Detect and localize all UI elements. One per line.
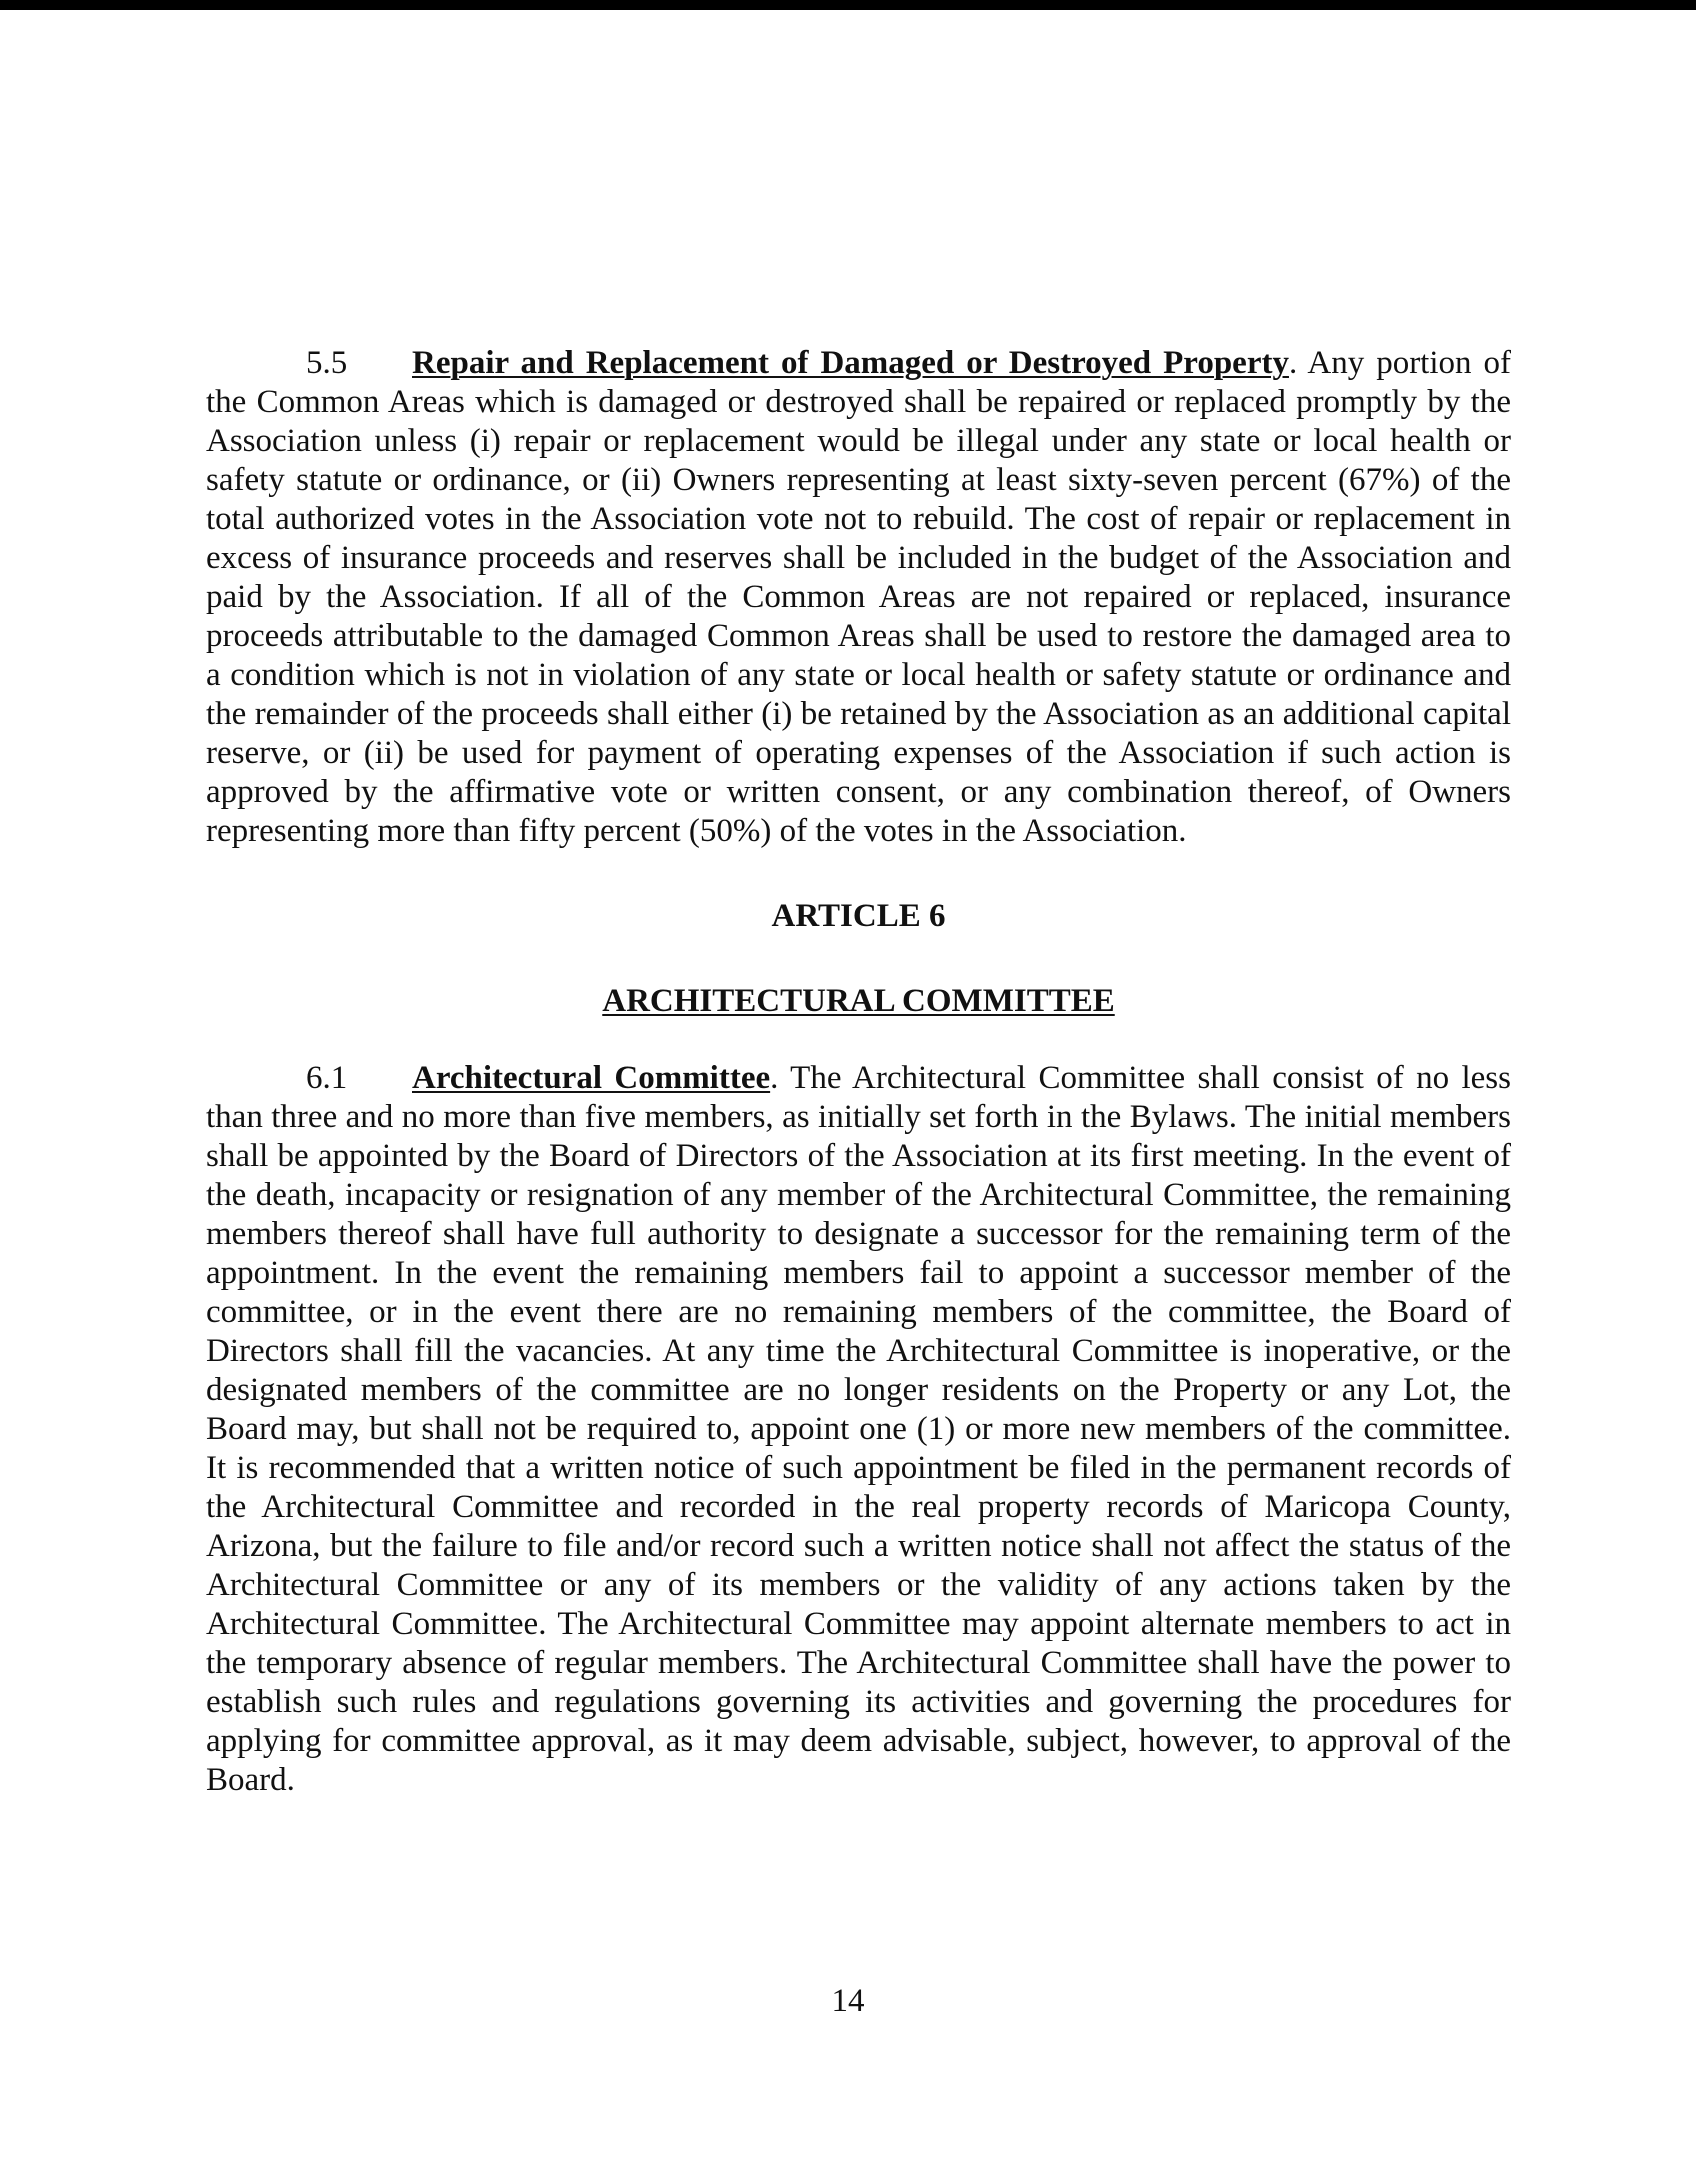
article-number: ARTICLE 6 xyxy=(771,898,946,934)
section-heading: Repair and Replacement of Damaged or Destroyed Property xyxy=(412,345,1289,381)
article-title: ARCHITECTURAL COMMITTEE xyxy=(602,983,1115,1019)
section-number: 6.1 xyxy=(306,1060,348,1096)
document-page xyxy=(206,344,1511,1800)
section-6-1-paragraph xyxy=(206,1059,1511,1800)
section-5-5-paragraph xyxy=(206,344,1511,851)
section-body: . Any portion of the Common Areas which is damaged or destroyed shall be repaired or replaced promptly by the Association unless (i) repair or replacement would be illegal under any state or local health or safety statute or ordinance, or (ii) Owners representing at least sixty-seven percent (67%) of the total authorized votes in the Association vote not to rebuild. The cost of repair or replacement in excess of insurance proceeds and reserves shall be included in the budget of the Association and paid by the Association. If all of the Common Areas are not repaired or replaced, insurance proceeds attributable to the damaged Common Areas shall be used to restore the damaged area to a condition which is not in violation of any state or local health or safety statute or ordinance and the remainder of the proceeds shall either (i) be retained by the Association as an additional capital reserve, or (ii) be used for payment of operating expenses of the Association if such action is approved by the affirmative vote or written consent, or any combination thereof, of Owners representing more than fifty percent (50%) of the votes in the Association. xyxy=(206,345,1511,849)
section-number: 5.5 xyxy=(306,345,348,381)
section-heading: Architectural Committee xyxy=(412,1060,771,1096)
scan-edge-bar xyxy=(0,0,1696,10)
page-number: 14 xyxy=(831,1983,865,2019)
section-body: . The Architectural Committee shall consist of no less than three and no more than five members, as initially set forth in the Bylaws. The initial members shall be appointed by the Board of Directors of the Association at its first meeting. In the event of the death, incapacity or resignation of any member of the Architectural Committee, the remaining members thereof shall have full authority to designate a successor for the remaining term of the appointment. In the event the remaining members fail to appoint a successor member of the committee, or in the event there are no remaining members of the committee, the Board of Directors shall fill the vacancies. At any time the Architectural Committee is inoperative, or the designated members of the committee are no longer residents on the Property or any Lot, the Board may, but shall not be required to, appoint one (1) or more new members of the committee. It is recommended that a written notice of such appointment be filed in the permanent records of the Architectural Committee and recorded in the real property records of Maricopa County, Arizona, but the failure to file and/or record such a written notice shall not affect the status of the Architectural Committee or any of its members or the validity of any actions taken by the Architectural Committee. The Architectural Committee may appoint alternate members to act in the temporary absence of regular members. The Architectural Committee shall have the power to establish such rules and regulations governing its activities and governing the procedures for applying for committee approval, as it may deem advisable, subject, however, to approval of the Board. xyxy=(206,1060,1511,1798)
